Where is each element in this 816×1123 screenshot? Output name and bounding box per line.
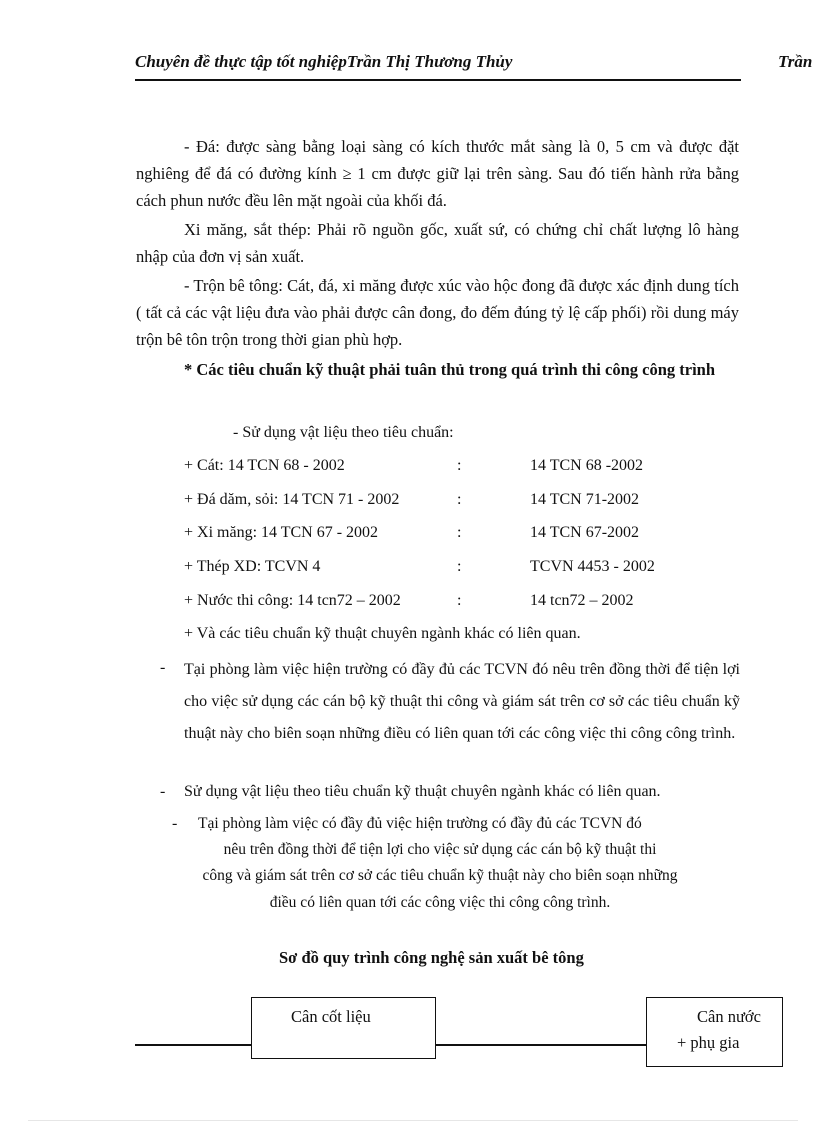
standards-intro: - Sử dụng vật liệu theo tiêu chuẩn: bbox=[233, 424, 454, 441]
standard-value: 14 tcn72 – 2002 bbox=[530, 592, 634, 609]
bullet-line: Tại phòng làm việc có đầy đủ việc hiện trường có đầy đủ các TCVN đó bbox=[198, 815, 642, 832]
standard-label: + Đá dăm, sỏi: 14 TCN 71 - 2002 bbox=[184, 491, 400, 508]
standard-label: + Cát: 14 TCN 68 - 2002 bbox=[184, 457, 345, 474]
standard-value: 14 TCN 71-2002 bbox=[530, 491, 640, 508]
header-rule bbox=[135, 79, 741, 81]
diagram-title: Sơ đồ quy trình công nghệ sản xuất bê tông bbox=[279, 948, 584, 967]
bullet-item: Tại phòng làm việc hiện trường có đầy đủ các TCVN đó nêu trên đồng thời để tiện lợi cho việc sử dụng các cán bộ kỹ thuật thi công và giám sát trên cơ sở các tiêu chuẩn kỹ thuật này cho biên soạn những điều có liên quan tới các công việc thi công công trình. bbox=[184, 661, 740, 742]
page-bottom-edge bbox=[28, 1120, 798, 1121]
box-water-additive-weighing bbox=[646, 997, 783, 1067]
standard-separator: : bbox=[457, 491, 462, 508]
standard-separator: : bbox=[457, 524, 462, 541]
standard-label: + Nước thi công: 14 tcn72 – 2002 bbox=[184, 592, 401, 609]
section-heading-standards: * Các tiêu chuẩn kỹ thuật phải tuân thủ trong quá trình thi công công trình bbox=[184, 360, 716, 379]
paragraph-mixing: - Trộn bê tông: Cát, đá, xi măng được xúc vào hộc đong đã được xác định dung tích ( tất cả các vật liệu đưa vào phải được cân đong, đo đếm đúng tỷ lệ cấp phối) rồi dung máy trộn bê tôn trộn trong thời gian phù hợp. bbox=[136, 276, 739, 349]
box-aggregate-weighing bbox=[251, 997, 436, 1059]
standard-value: 14 TCN 67-2002 bbox=[530, 524, 640, 541]
bullet-line: công và giám sát trên cơ sở các tiêu chuẩn kỹ thuật này cho biên soạn những bbox=[202, 867, 678, 884]
bullet-line: điều có liên quan tới các công việc thi công công trình. bbox=[269, 894, 611, 911]
bullet-dash: - bbox=[172, 815, 178, 832]
running-header: Chuyên đề thực tập tốt nghiệpTrần Thị Thương Thủy bbox=[135, 52, 513, 71]
paragraph-stone: - Đá: được sàng bằng loại sàng có kích thước mắt sàng là 0, 5 cm và được đặt nghiêng để đá có đường kính ≥ 1 cm được giữ lại trên sàng. Sau đó tiến hành rửa bằng cách phun nước đều lên mặt ngoài của khối đá. bbox=[136, 137, 739, 210]
standard-separator: : bbox=[457, 457, 462, 474]
standard-value: 14 TCN 68 -2002 bbox=[530, 457, 644, 474]
box-label: Cân nước bbox=[697, 1007, 761, 1026]
running-header-right: Trần bbox=[778, 52, 813, 71]
standard-separator: : bbox=[457, 592, 462, 609]
bullet-dash: - bbox=[160, 783, 166, 800]
standards-closing: + Và các tiêu chuẩn kỹ thuật chuyên ngành khác có liên quan. bbox=[184, 625, 581, 642]
bullet-dash: - bbox=[160, 659, 166, 676]
box-label: + phụ gia bbox=[677, 1033, 740, 1052]
standard-label: + Xi măng: 14 TCN 67 - 2002 bbox=[184, 524, 379, 541]
standard-separator: : bbox=[457, 558, 462, 575]
connector-left bbox=[135, 1044, 252, 1046]
paragraph-cement-steel: Xi măng, sắt thép: Phải rõ nguồn gốc, xuất sứ, có chứng chỉ chất lượng lô hàng nhập của đơn vị sản xuất. bbox=[136, 220, 739, 266]
connector-middle bbox=[435, 1044, 647, 1046]
bullet-item: Sử dụng vật liệu theo tiêu chuẩn kỹ thuật chuyên ngành khác có liên quan. bbox=[184, 783, 661, 800]
standard-label: + Thép XD: TCVN 4 bbox=[184, 558, 321, 575]
box-label: Cân cốt liệu bbox=[291, 1007, 371, 1026]
standard-value: TCVN 4453 - 2002 bbox=[530, 558, 655, 575]
bullet-line: nêu trên đồng thời để tiện lợi cho việc sử dụng các cán bộ kỹ thuật thi bbox=[223, 841, 657, 858]
